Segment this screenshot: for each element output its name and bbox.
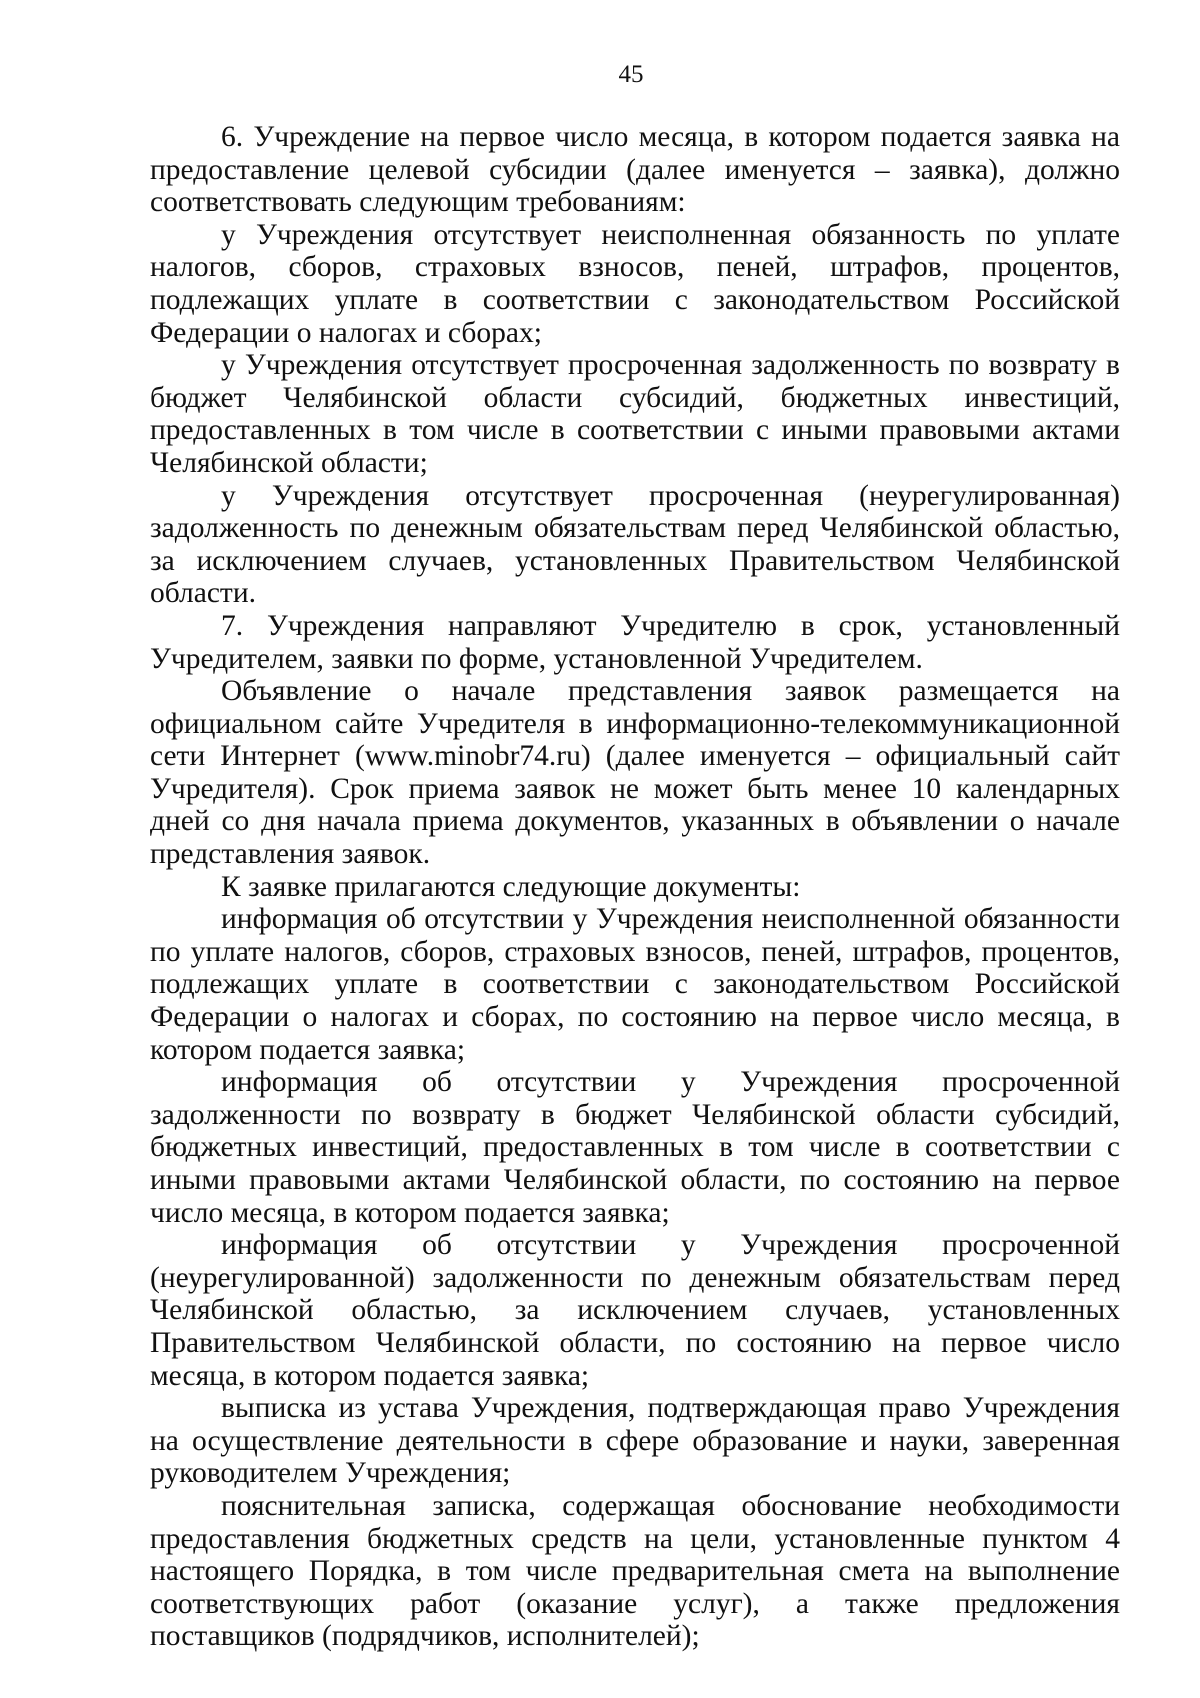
paragraph-item-7: 7. Учреждения направляют Учредителю в срок, установленный Учредителем, заявки по форме, установленной Учредителем.	[150, 609, 1120, 675]
paragraph-requirement-budget-debt: у Учреждения отсутствует просроченная задолженность по возврату в бюджет Челябинской области субсидий, бюджетных инвестиций, предоставленных в том числе в соответствии с иными правовыми актами Челябинской области;	[150, 349, 1120, 479]
page-number: 45	[618, 61, 644, 88]
paragraph-document-taxes-info: информация об отсутствии у Учреждения неисполненной обязанности по уплате налогов, сборов, страховых взносов, пеней, штрафов, процентов, подлежащих уплате в соответствии с законодательством Российской Федерации о налогах и сборах, по состоянию на первое число месяца, в котором подается заявка;	[150, 903, 1120, 1066]
paragraph-document-charter-extract: выписка из устава Учреждения, подтверждающая право Учреждения на осуществление деятельности в сфере образование и науки, заверенная руководителем Учреждения;	[150, 1392, 1120, 1490]
paragraph-announcement: Объявление о начале представления заявок размещается на официальном сайте Учредителя в информационно-телекоммуникационной сети Интернет (www.minobr74.ru) (далее именуется – официальный сайт Учредителя). Срок приема заявок не может быть менее 10 календарных дней со дня начала приема документов, указанных в объявлении о начале представления заявок.	[150, 675, 1120, 871]
paragraph-requirement-obligations: у Учреждения отсутствует просроченная (неурегулированная) задолженность по денежным обязательствам перед Челябинской областью, за исключением случаев, установленных Правительством Челябинской области.	[150, 479, 1120, 610]
paragraph-documents-intro: К заявке прилагаются следующие документы:	[221, 870, 801, 903]
paragraph-requirement-taxes: у Учреждения отсутствует неисполненная обязанность по уплате налогов, сборов, страховых взносов, пеней, штрафов, процентов, подлежащих уплате в соответствии с законодательством Российской Федерации о налогах и сборах;	[150, 218, 1120, 349]
paragraph-document-budget-debt-info: информация об отсутствии у Учреждения просроченной задолженности по возврату в бюджет Челябинской области субсидий, бюджетных инвестиций, предоставленных в том числе в соответствии с иными правовыми актами Челябинской области, по состоянию на первое число месяца, в котором подается заявка;	[150, 1066, 1120, 1229]
paragraph-document-obligations-info: информация об отсутствии у Учреждения просроченной (неурегулированной) задолженности по денежным обязательствам перед Челябинской областью, за исключением случаев, установленных Правительством Челябинской области, по состоянию на первое число месяца, в котором подается заявка;	[150, 1229, 1120, 1392]
paragraph-document-explanatory-note: пояснительная записка, содержащая обоснование необходимости предоставления бюджетных средств на цели, установленные пунктом 4 настоящего Порядка, в том числе предварительная смета на выполнение соответствующих работ (оказание услуг), а также предложения поставщиков (подрядчиков, исполнителей);	[150, 1489, 1120, 1653]
paragraph-item-6: 6. Учреждение на первое число месяца, в котором подается заявка на предоставление целевой субсидии (далее именуется – заявка), должно соответствовать следующим требованиям:	[150, 121, 1120, 219]
document-body	[150, 121, 1120, 1653]
